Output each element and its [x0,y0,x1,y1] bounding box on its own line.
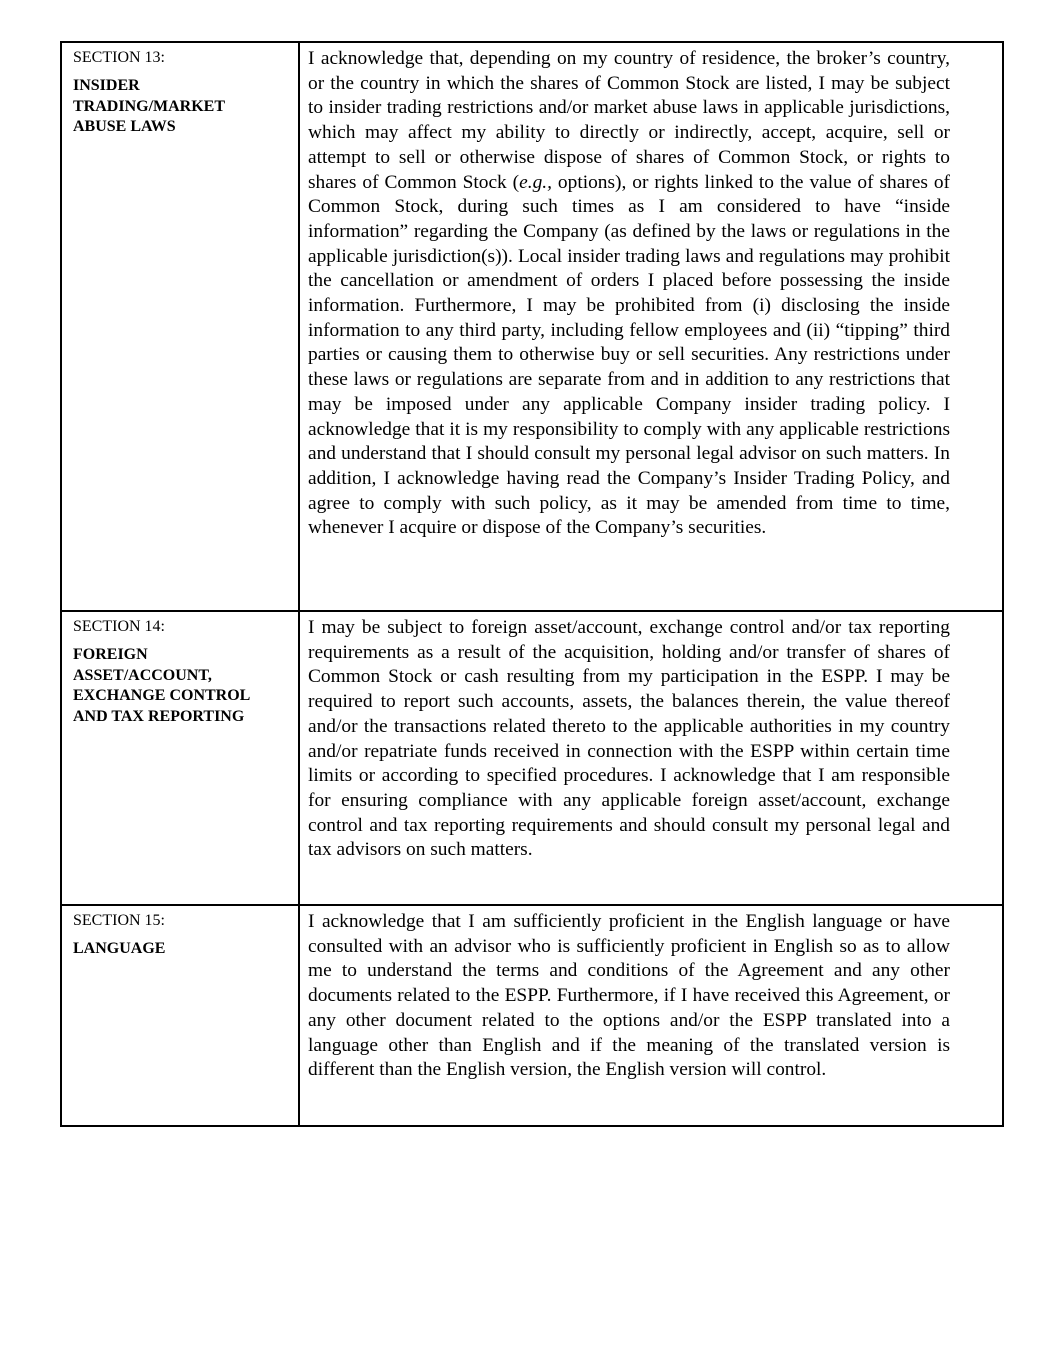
section-row-14 [61,611,1003,905]
section-heading-cell [61,611,299,905]
section-body-text: I acknowledge that, depending on my country of residence, the broker’s country, or the country in which the shares of Common Stock are listed, I may be subject to insider trading restrictions and/or market abuse laws in applicable jurisdictions, which may affect my ability to directly or indirectly, accept, acquire, sell or attempt to sell or otherwise dispose of shares of Common Stock, or rights to shares of Common Stock ( [308,48,950,193]
section-body-cell [299,905,1003,1126]
section-body [308,47,950,541]
section-heading-cell [61,42,299,611]
section-title: LANGUAGE [73,940,166,957]
section-body-italic: e.g., [519,171,552,193]
section-body-cell [299,42,1003,611]
section-label: SECTION 13: [73,49,165,66]
section-row-13 [61,42,1003,611]
section-heading-cell [61,905,299,1126]
section-row-15 [61,905,1003,1126]
section-body: I may be subject to foreign asset/account, exchange control and/or tax reporting requirements as a result of the acquisition, holding and/or transfer of shares of Common Stock or cash resulting from my participation in the ESPP. I may be required to report such accounts, assets, the balances therein, the value thereof and/or the transactions related thereto to the applicable authorities in my country and/or repatriate funds received in connection with the ESPP within certain time limits or according to specified procedures. I acknowledge that I am responsible for ensuring compliance with any applicable foreign asset/account, exchange control and tax reporting requirements and should consult my personal legal and tax advisors on such matters. [308,617,950,861]
section-title: FOREIGN ASSET/ACCOUNT, EXCHANGE CONTROL AND TAX REPORTING [73,646,250,725]
section-body-text: options), or rights linked to the value of shares of Common Stock, during such times as I am considered to have “inside information” regarding the Company (as defined by the laws or regulations in the applicable jurisdiction(s)). Local insider trading laws and regulations may prohibit the cancellation or amendment of orders I placed before possessing the inside information. Furthermore, I may be prohibited from (i) disclosing the inside information to any third party, including fellow employees and (ii) “tipping” third parties or causing them to otherwise buy or sell securities. Any restrictions under these laws or regulations are separate from and in addition to any restrictions that may be imposed under any applicable Company insider trading policy. I acknowledge that it is my responsibility to comply with any applicable restrictions and understand that I should consult my personal legal advisor on such matters. In addition, I acknowledge having read the Company’s Insider Trading Policy, and agree to comply with such policy, as it may be amended from time to time, whenever I acquire or dispose of the Company’s securities. [308,171,951,539]
sections-table [60,41,1004,1127]
section-body: I acknowledge that I am sufficiently proficient in the English language or have consulted with an advisor who is sufficiently proficient in English so as to allow me to understand the terms and conditions of the Agreement and any other documents related to the ESPP. Furthermore, if I have received this Agreement, or any other document related to the options and/or the ESPP translated into a language other than English and if the meaning of the translated version is different than the English version, the English version will control. [308,911,950,1081]
section-label: SECTION 14: [73,618,165,635]
section-label: SECTION 15: [73,912,165,929]
section-body-cell [299,611,1003,905]
section-title: INSIDER TRADING/MARKET ABUSE LAWS [73,77,225,135]
